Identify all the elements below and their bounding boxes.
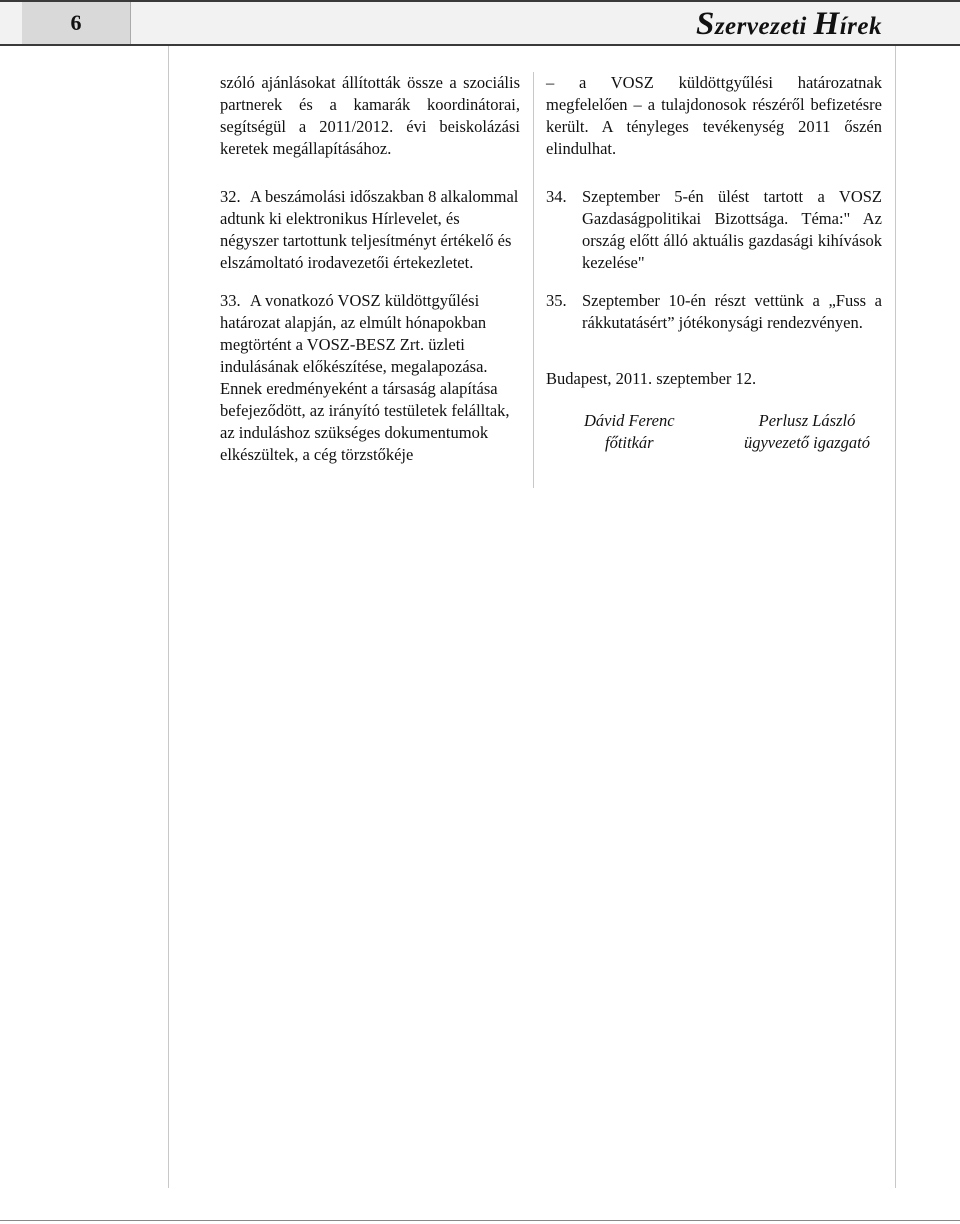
bottom-rule [0, 1220, 960, 1221]
signature [584, 410, 675, 454]
item-text: A vonatkozó VOSZ küldöttgyűlési határozat alapján, az elmúlt hónapokban megtörtént a VOSZ-BESZ Zrt. üzleti indulásának előkészítése, megalapozása. Ennek eredményeként a társaság alapítása befejeződött, az irányító testületek felálltak, az induláshoz szükséges dokumentumok elkészültek, a cég törzstőkéje [220, 291, 510, 464]
signatory-name: Dávid Ferenc [584, 411, 675, 430]
item-number: 35. [546, 291, 567, 310]
publication-title [696, 2, 882, 44]
right-column [546, 72, 882, 454]
list-item [220, 186, 520, 274]
list-item [220, 290, 520, 466]
left-column [220, 72, 520, 482]
title-initial-s: S [695, 6, 715, 42]
item-text: Szeptember 10-én részt vettünk a „Fuss a rákkutatásért” jótékonysági rendezvényen. [582, 291, 882, 332]
left-margin-line [168, 46, 169, 1188]
title-initial-h: H [813, 6, 840, 42]
page-number: 6 [22, 2, 131, 44]
right-intro-paragraph: – a VOSZ küldöttgyűlési határozatnak megfelelően – a tulajdonosok részéről befizetésre került. A tényleges tevékenység 2011 őszén elindulhat. [546, 73, 882, 158]
signatory-name: Perlusz László [758, 411, 856, 430]
item-number: 32. [220, 187, 241, 206]
item-text: A beszámolási időszakban 8 alkalommal adtunk ki elektronikus Hírlevelet, és négyszer tartottunk teljesítményt értékelő és elszámoltató irodavezetői értekezletet. [220, 187, 519, 272]
signature [744, 410, 870, 454]
item-number: 33. [220, 291, 241, 310]
left-intro-paragraph: szóló ajánlásokat állították össze a szociális partnerek és a kamarák koordinátorai, segítségül a 2011/2012. évi beiskolázási keretek megállapításához. [220, 73, 520, 158]
page-header [0, 0, 960, 46]
signatory-role: ügyvezető igazgató [743, 433, 870, 452]
list-item [546, 186, 882, 274]
signatory-role: főtitkár [604, 433, 654, 452]
list-item [546, 290, 882, 334]
date-line: Budapest, 2011. szeptember 12. [546, 369, 757, 388]
item-number: 34. [546, 187, 567, 206]
column-divider [533, 72, 534, 488]
item-text: Szeptember 5-én ülést tartott a VOSZ Gazdaságpolitikai Bizottsága. Téma:" Az ország előtt álló aktuális gazdasági kihívások kezelése" [582, 187, 882, 272]
title-part-2: írek [839, 13, 882, 40]
signature-block [584, 410, 870, 454]
title-part-1: zervezeti [714, 13, 814, 40]
right-margin-line [895, 46, 896, 1188]
